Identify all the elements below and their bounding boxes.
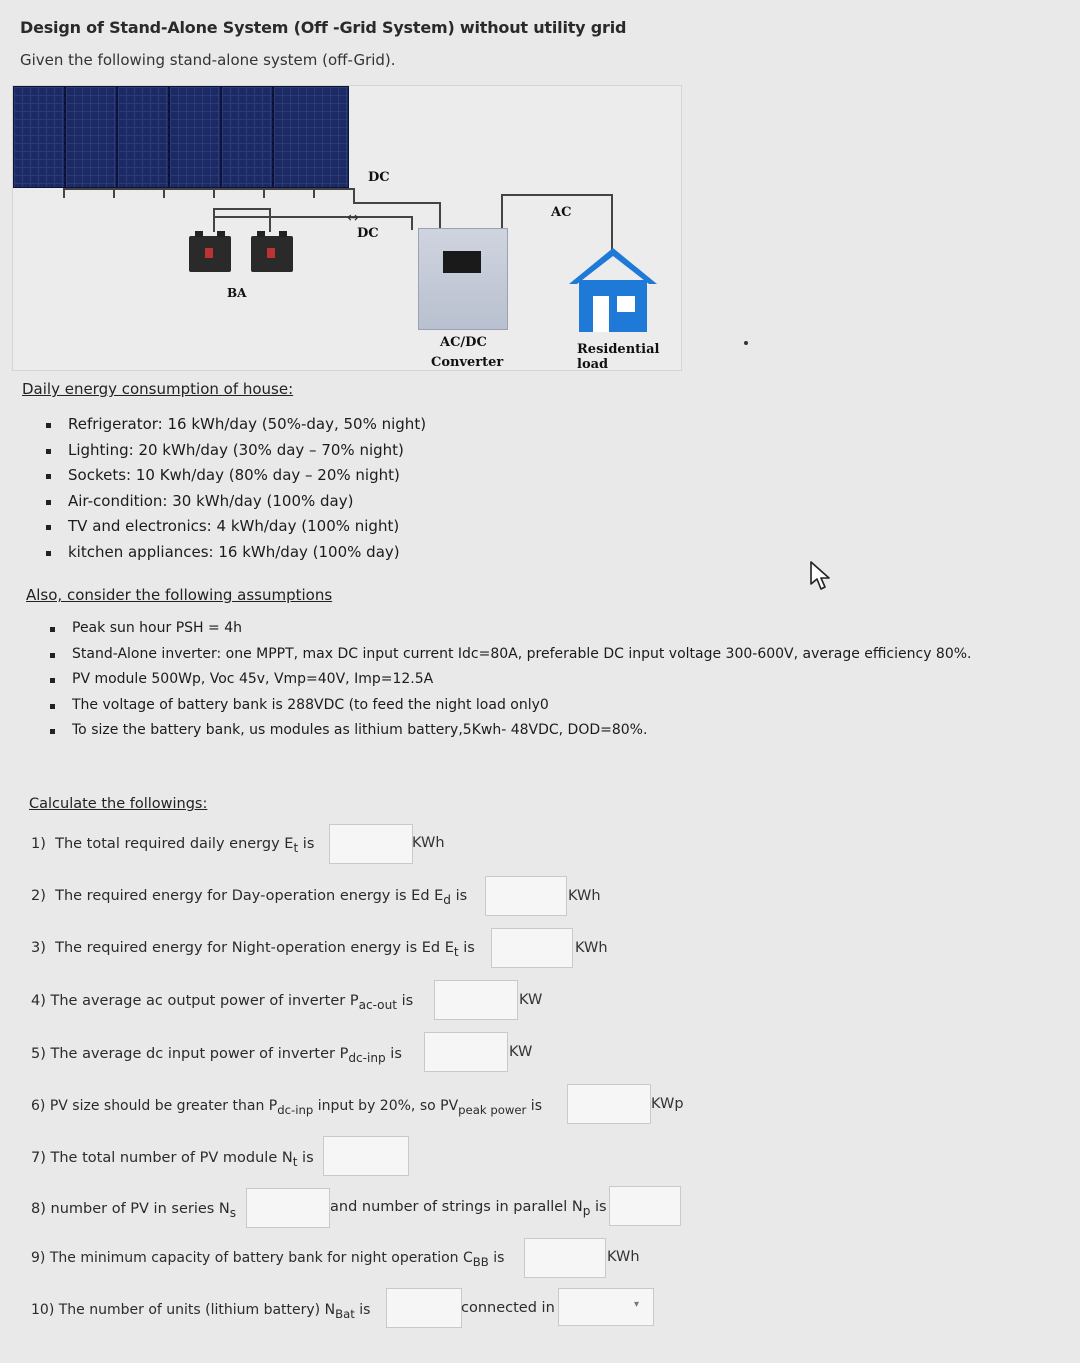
list-item: Peak sun hour PSH = 4h bbox=[26, 616, 972, 642]
assumptions-heading: Also, consider the following assumptions bbox=[26, 586, 333, 604]
converter-label: Converter bbox=[431, 355, 504, 370]
question-4: 4) The average ac output power of inverter $P_{ac-out}$ is bbox=[31, 993, 414, 1012]
page-title: Design of Stand-Alone System (Off -Grid System) without utility grid bbox=[20, 18, 627, 37]
pv-panel bbox=[273, 86, 349, 188]
wire bbox=[439, 202, 441, 228]
question-3: 3) The required energy for Night-operation energy is Ed $E_t$ is bbox=[31, 940, 475, 959]
connection-type-select[interactable] bbox=[558, 1288, 654, 1326]
dc-label: DC bbox=[368, 170, 390, 185]
night-energy-input[interactable] bbox=[491, 928, 573, 968]
chevron-down-icon: ▾ bbox=[633, 1299, 639, 1310]
consumption-heading: Daily energy consumption of house: bbox=[22, 380, 294, 398]
inverter-icon bbox=[418, 228, 508, 330]
page-subtitle: Given the following stand-alone system (off-Grid). bbox=[20, 51, 396, 69]
unit-label: KW bbox=[519, 992, 543, 1008]
calculate-heading: Calculate the followings: bbox=[29, 796, 208, 812]
wire bbox=[313, 188, 315, 198]
converter-label: AC/DC bbox=[440, 335, 487, 350]
system-diagram bbox=[12, 85, 682, 371]
battery-capacity-input[interactable] bbox=[524, 1238, 606, 1278]
battery-icon bbox=[189, 236, 231, 272]
unit-label: KW bbox=[509, 1044, 533, 1060]
question-6: 6) PV size should be greater than $P_{dc-inp}$ input by 20%, so $PV_{peak power}$ is bbox=[31, 1098, 542, 1117]
wire bbox=[63, 188, 65, 198]
wire bbox=[213, 216, 413, 218]
list-item: Lighting: 20 kWh/day (30% day – 70% night) bbox=[22, 438, 426, 464]
question-8: 8) number of PV in series $N_s$ bbox=[31, 1201, 237, 1220]
question-7: 7) The total number of PV module $N_t$ is bbox=[31, 1150, 314, 1169]
battery-label: BA bbox=[227, 286, 247, 300]
battery-units-input[interactable] bbox=[386, 1288, 462, 1328]
wire bbox=[269, 208, 271, 232]
wire bbox=[411, 216, 413, 230]
list-item: Refrigerator: 16 kWh/day (50%-day, 50% night) bbox=[22, 412, 426, 438]
pv-panel bbox=[169, 86, 221, 188]
battery-icon bbox=[251, 236, 293, 272]
stray-dot bbox=[744, 341, 748, 345]
total-energy-input[interactable] bbox=[329, 824, 413, 864]
question-10: 10) The number of units (lithium battery) $N_{Bat}$ is bbox=[31, 1302, 371, 1321]
ac-wire bbox=[501, 194, 613, 196]
residential-load-label: Residential load bbox=[577, 342, 660, 372]
dc-input-power-input[interactable] bbox=[424, 1032, 508, 1072]
unit-label: KWh bbox=[568, 888, 601, 904]
question-8-part-2: and number of strings in parallel $N_p$ is bbox=[330, 1199, 607, 1218]
unit-label: KWh bbox=[575, 940, 608, 956]
question-2: 2) The required energy for Day-operation energy is Ed $E_d$ is bbox=[31, 888, 468, 907]
pv-peak-power-input[interactable] bbox=[567, 1084, 651, 1124]
connected-in-label: connected in bbox=[461, 1300, 555, 1316]
wire bbox=[213, 208, 271, 210]
bidirectional-arrow-icon: ↔ bbox=[347, 210, 359, 226]
pv-parallel-input[interactable] bbox=[609, 1186, 681, 1226]
list-item: To size the battery bank, us modules as lithium battery,5Kwh- 48VDC, DOD=80%. bbox=[26, 718, 972, 744]
list-item: kitchen appliances: 16 kWh/day (100% day) bbox=[22, 540, 426, 566]
wire bbox=[611, 194, 613, 250]
pv-series-input[interactable] bbox=[246, 1188, 330, 1228]
wire bbox=[353, 188, 355, 202]
list-item: Stand-Alone inverter: one MPPT, max DC input current Idc=80A, preferable DC input voltage 300-600V, average efficiency 80%. bbox=[26, 642, 972, 668]
dc-bus-wire bbox=[63, 188, 353, 190]
wire bbox=[213, 188, 215, 198]
pv-panel bbox=[117, 86, 169, 188]
question-5: 5) The average dc input power of inverter $P_{dc-inp}$ is bbox=[31, 1046, 402, 1065]
list-item: PV module 500Wp, Voc 45v, Vmp=40V, Imp=12.5A bbox=[26, 667, 972, 693]
ac-output-power-input[interactable] bbox=[434, 980, 518, 1020]
wire bbox=[353, 202, 439, 204]
wire bbox=[263, 188, 265, 198]
pv-panel bbox=[221, 86, 273, 188]
consumption-list bbox=[22, 412, 426, 565]
ac-label: AC bbox=[551, 205, 572, 220]
wire bbox=[163, 188, 165, 198]
dc-label: DC bbox=[357, 226, 379, 241]
day-energy-input[interactable] bbox=[485, 876, 567, 916]
question-1: 1) The total required daily energy $E_t$ is bbox=[31, 836, 315, 855]
list-item: The voltage of battery bank is 288VDC (to feed the night load only0 bbox=[26, 693, 972, 719]
list-item: TV and electronics: 4 kWh/day (100% night) bbox=[22, 514, 426, 540]
assumptions-list bbox=[26, 616, 972, 744]
wire bbox=[113, 188, 115, 198]
house-icon bbox=[565, 244, 661, 334]
question-9: 9) The minimum capacity of battery bank for night operation $C_{BB}$ is bbox=[31, 1250, 505, 1269]
unit-label: KWh bbox=[607, 1249, 640, 1265]
pv-panel bbox=[13, 86, 65, 188]
unit-label: KWh bbox=[412, 835, 445, 851]
pv-module-count-input[interactable] bbox=[323, 1136, 409, 1176]
pv-panel bbox=[65, 86, 117, 188]
list-item: Sockets: 10 Kwh/day (80% day – 20% night) bbox=[22, 463, 426, 489]
wire bbox=[213, 208, 215, 232]
mouse-cursor-icon bbox=[808, 560, 834, 592]
unit-label: KWp bbox=[651, 1096, 684, 1112]
list-item: Air-condition: 30 kWh/day (100% day) bbox=[22, 489, 426, 515]
